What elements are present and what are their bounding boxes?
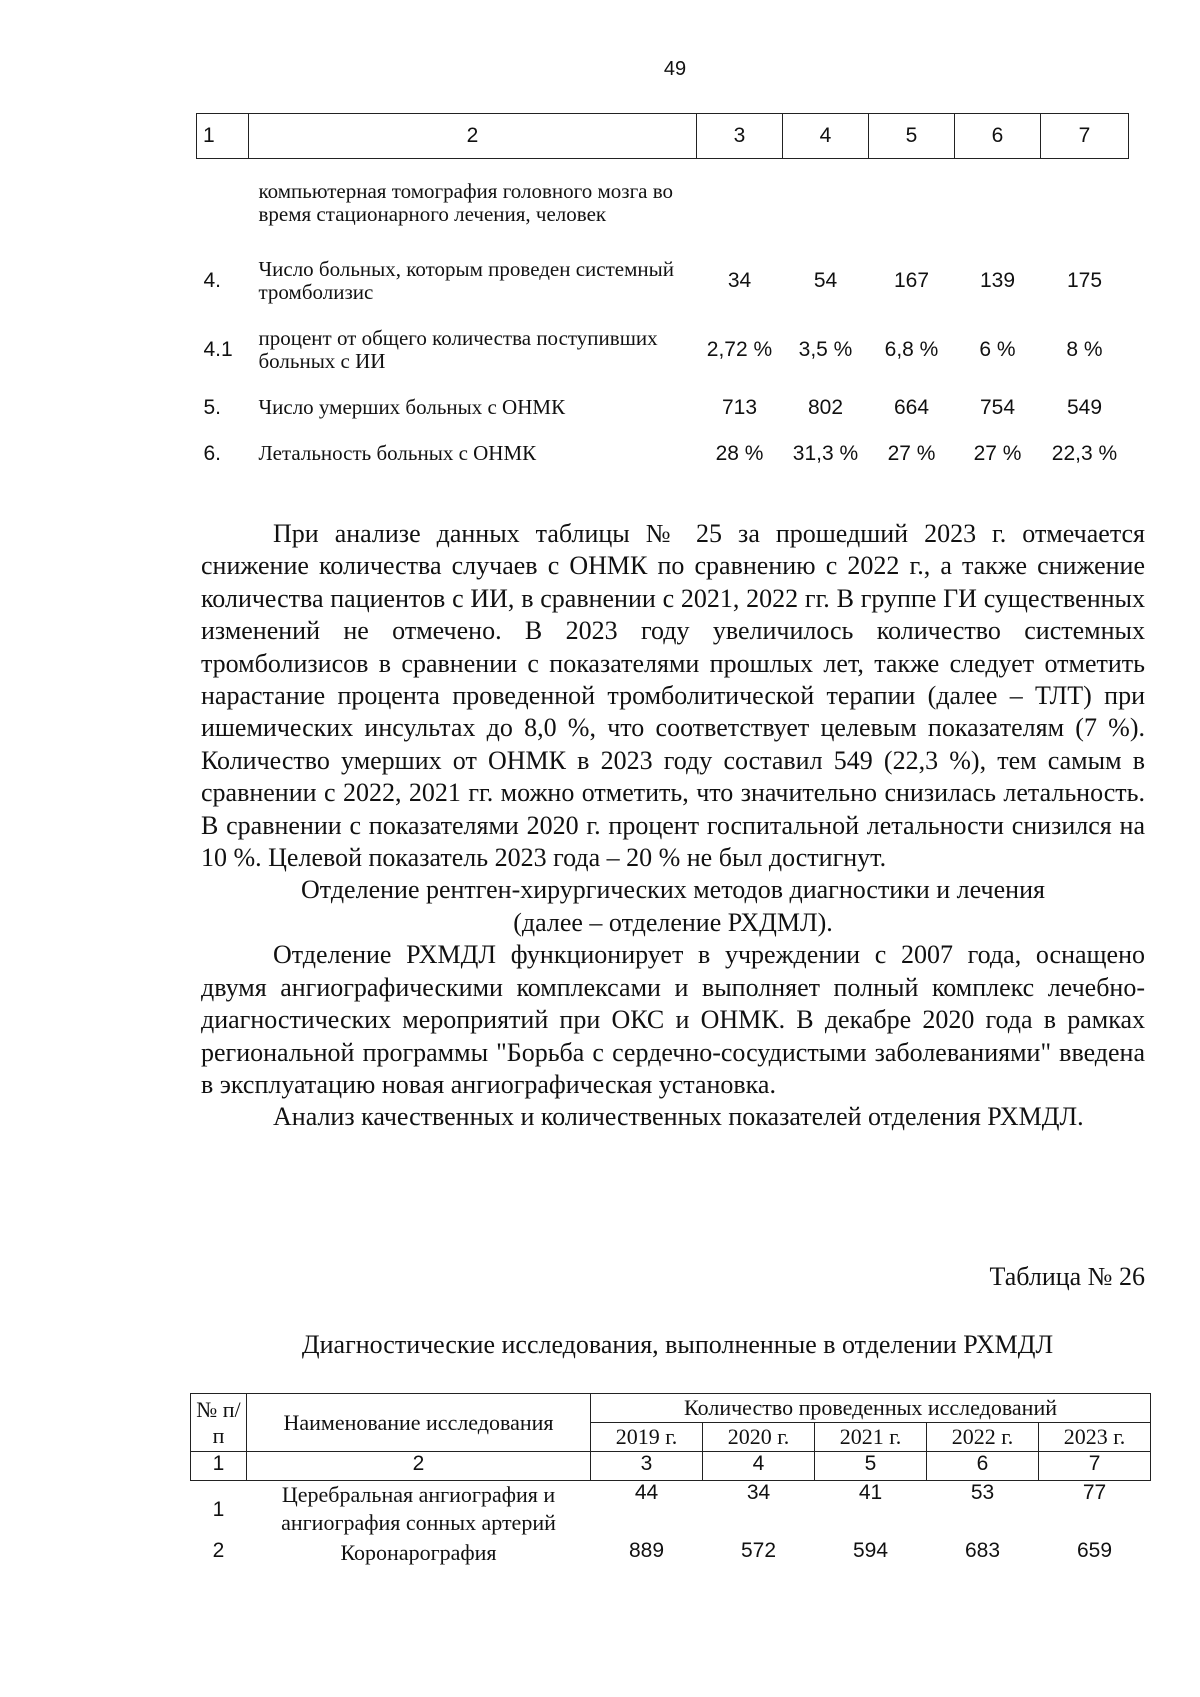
- year-header: 2021 г.: [815, 1423, 927, 1452]
- year-header: 2020 г.: [703, 1423, 815, 1452]
- column-header: 6: [955, 114, 1041, 159]
- index-row: [191, 1452, 1151, 1481]
- row-value: 549: [1066, 395, 1103, 419]
- year-header: 2022 г.: [927, 1423, 1039, 1452]
- table-25-continuation: [196, 113, 1129, 477]
- row-value: [697, 159, 783, 247]
- table-row: [197, 385, 1129, 431]
- index-cell: 4: [703, 1452, 815, 1481]
- table-row: [197, 431, 1129, 477]
- row-value: 34: [727, 268, 752, 292]
- row-value: 713: [721, 395, 758, 419]
- row-name: процент от общего количества поступивших больных с ИИ: [258, 325, 658, 373]
- row-value: 34: [746, 1481, 771, 1504]
- table-row: [197, 247, 1129, 315]
- column-header: 7: [1041, 114, 1129, 159]
- row-value: 754: [979, 395, 1016, 419]
- year-header: 2023 г.: [1039, 1423, 1151, 1452]
- row-number: 2: [212, 1538, 225, 1562]
- table-title: Диагностические исследования, выполненные в отделении РХМДЛ: [301, 1330, 1054, 1359]
- row-value: 175: [1066, 268, 1103, 292]
- page-number: 49: [663, 58, 687, 80]
- row-value: 31,3 %: [792, 441, 859, 465]
- row-value: 2,72 %: [706, 337, 773, 361]
- row-value: [869, 159, 955, 247]
- table-row: [197, 159, 1129, 247]
- table-26: [190, 1393, 1151, 1571]
- row-value: 27 %: [973, 441, 1022, 465]
- row-name: Коронарография: [340, 1539, 497, 1565]
- paragraph: Отделение РХМДЛ функционирует в учреждении с 2007 года, оснащено двумя ангиографическими комплексами и выполняет полный комплекс лечебно-диагностических мероприятий при ОКС и ОНМК. В декабре 2020 года в рамках региональной программы "Борьба с сердечно-сосудистыми заболеваниями" введена в эксплуатацию новая ангиографическая установка.: [201, 940, 1145, 1099]
- table-row: [197, 315, 1129, 385]
- row-value: 6 %: [979, 337, 1016, 361]
- row-value: 572: [740, 1538, 777, 1562]
- row-value: [1041, 159, 1129, 247]
- row-value: 41: [858, 1481, 883, 1504]
- row-number: 5.: [203, 395, 222, 419]
- row-value: 53: [970, 1481, 995, 1504]
- section-title: Отделение рентген-хирургических методов диагностики и лечения: [301, 875, 1045, 905]
- row-value: 889: [628, 1538, 665, 1562]
- row-value: 22,3 %: [1051, 441, 1118, 465]
- column-header: 5: [869, 114, 955, 159]
- row-value: [955, 159, 1041, 247]
- column-header-number: № п/п: [191, 1394, 247, 1452]
- table-header-row: [191, 1394, 1151, 1423]
- row-value: [783, 159, 869, 247]
- row-value: 54: [813, 268, 838, 292]
- row-value: 27 %: [887, 441, 936, 465]
- column-header: 2: [249, 114, 697, 159]
- table-label: Таблица № 26: [989, 1262, 1145, 1291]
- row-name: Церебральная ангиография и ангиография сонных артерий: [281, 1482, 556, 1535]
- row-number: 4.: [203, 268, 222, 292]
- row-value: 28 %: [715, 441, 764, 465]
- index-cell: 5: [815, 1452, 927, 1481]
- column-header-name: Наименование исследования: [247, 1394, 591, 1452]
- row-number: 6.: [203, 441, 222, 465]
- paragraph: При анализе данных таблицы № 25 за прошедший 2023 г. отмечается снижение количества случаев с ОНМК по сравнению с 2022 г., а также снижение количества пациентов с ИИ, в сравнении с 2021, 2022 гг. В группе ГИ существенных изменений не отмечено. В 2023 году увеличилось количество системных тромболизисов в сравнении с показателями прошлых лет, также следует отметить нарастание процента проведенной тромболитической терапии (далее – ТЛТ) при ишемических инсультах до 8,0 %, что соответствует целевым показателям (7 %). Количество умерших от ОНМК в 2023 году составил 549 (22,3 %), тем самым в сравнении с 2022, 2021 гг. можно отметить, что значительно снизилась летальность. В сравнении с показателями 2020 г. процент госпитальной летальности снизился на 10 %. Целевой показатель 2023 года – 20 % не был достигнут.: [201, 519, 1145, 873]
- index-cell: 6: [927, 1452, 1039, 1481]
- row-number: 4.1: [203, 337, 233, 361]
- row-value: 659: [1077, 1538, 1113, 1562]
- table-row: [191, 1481, 1151, 1539]
- row-value: 683: [964, 1538, 1001, 1562]
- row-value: 3,5 %: [798, 337, 853, 361]
- row-name: Летальность больных с ОНМК: [258, 441, 537, 465]
- column-header: 1: [197, 114, 249, 159]
- row-value: 44: [634, 1481, 659, 1504]
- paragraph: Анализ качественных и количественных показателей отделения РХМДЛ.: [273, 1102, 1084, 1132]
- index-cell: 2: [247, 1452, 591, 1481]
- table-header-row: [197, 114, 1129, 159]
- row-value: 77: [1082, 1481, 1107, 1504]
- row-number: 1: [212, 1497, 225, 1521]
- row-name: компьютерная томография головного мозга во время стационарного лечения, человек: [258, 178, 674, 226]
- index-cell: 7: [1039, 1452, 1151, 1481]
- year-header: 2019 г.: [591, 1423, 703, 1452]
- body-text: [201, 518, 1145, 1134]
- index-cell: 3: [591, 1452, 703, 1481]
- row-name: Число умерших больных с ОНМК: [258, 395, 566, 419]
- index-cell: 1: [191, 1452, 247, 1481]
- column-header: 4: [783, 114, 869, 159]
- row-value: 167: [893, 268, 930, 292]
- table-row: [191, 1539, 1151, 1571]
- row-name: Число больных, которым проведен системный тромболизис: [258, 256, 674, 304]
- row-value: 8 %: [1066, 337, 1103, 361]
- row-value: 664: [893, 395, 930, 419]
- row-number: [197, 159, 249, 247]
- row-value: 139: [979, 268, 1016, 292]
- row-value: 6,8 %: [884, 337, 939, 361]
- row-value: 802: [807, 395, 844, 419]
- row-value: 594: [852, 1538, 889, 1562]
- column-group-header: Количество проведенных исследований: [591, 1394, 1151, 1423]
- section-title: (далее – отделение РХДМЛ).: [513, 907, 833, 937]
- column-header: 3: [697, 114, 783, 159]
